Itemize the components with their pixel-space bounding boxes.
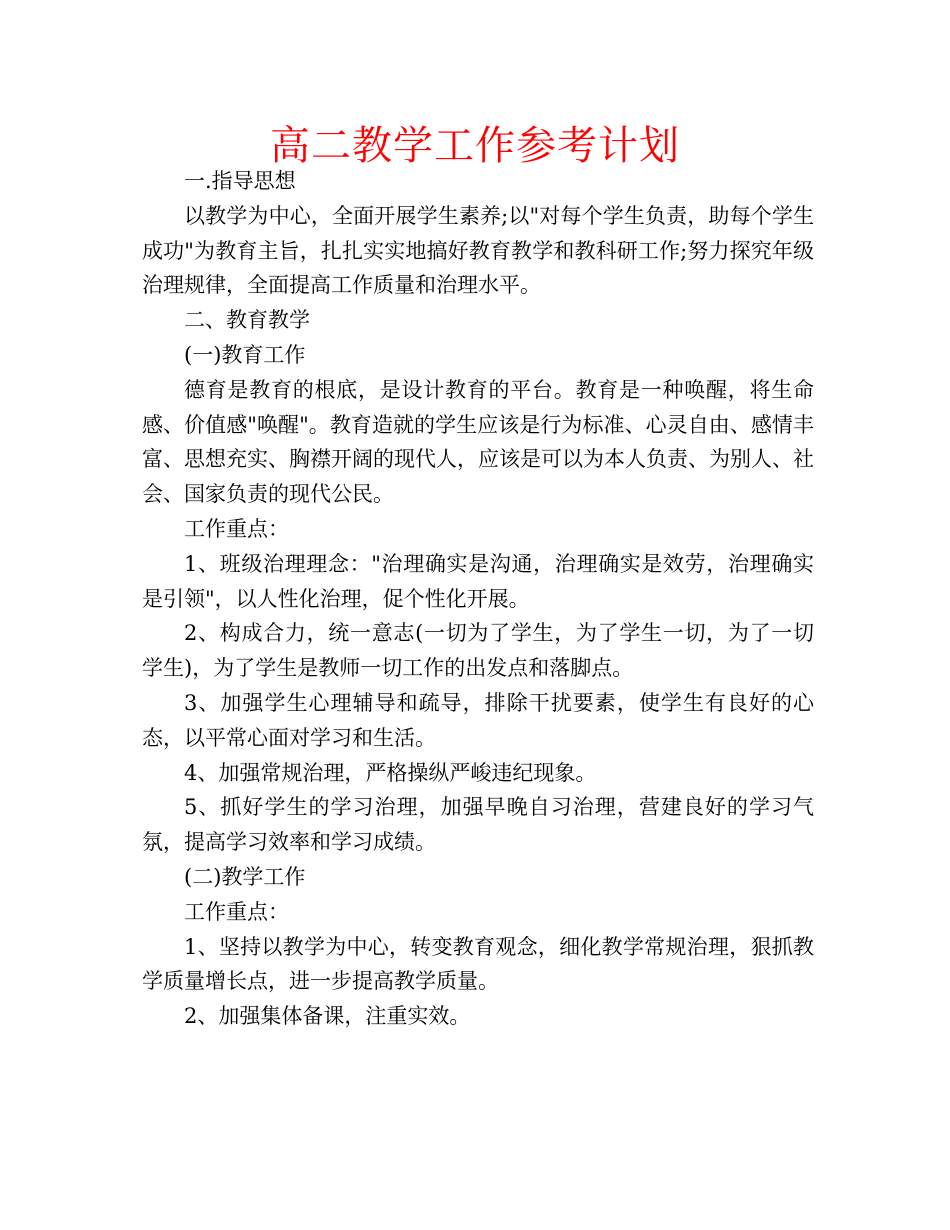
teaching-list-item-2: 2、加强集体备课，注重实效。: [184, 1004, 471, 1029]
list-item-3: 3、加强学生心理辅导和疏导，排除干扰要素，使学生有良好的心态，以平常心面对学习和生活。: [142, 690, 814, 750]
document-body: [142, 164, 814, 1034]
list-item-5: 5、抓好学生的学习治理，加强早晚自习治理，营建良好的学习气氛，提高学习效率和学习成绩。: [142, 795, 814, 855]
paragraph-moral-education: 德育是教育的根底，是设计教育的平台。教育是一种唤醒，将生命感、价值感"唤醒"。教育造就的学生应该是行为标准、心灵自由、感情丰富、思想充实、胸襟开阔的现代人，应该是可以为本人负责、为别人、社会、国家负责的现代公民。: [142, 377, 814, 507]
label-work-focus: 工作重点：: [184, 516, 289, 541]
list-item-1: 1、班级治理理念："治理确实是沟通，治理确实是效劳，治理确实是引领"，以人性化治理，促个性化开展。: [142, 551, 814, 611]
subsection-heading-teaching-work: (二)教学工作: [184, 864, 306, 889]
list-item-2: 2、构成合力，统一意志(一切为了学生，为了学生一切，为了一切学生)，为了学生是教师一切工作的出发点和落脚点。: [142, 621, 814, 681]
subsection-heading-education-work: (一)教育工作: [184, 342, 306, 367]
label-work-focus-2: 工作重点：: [184, 899, 289, 924]
teaching-list-item-1: 1、坚持以教学为中心，转变教育观念，细化教学常规治理，狠抓教学质量增长点，进一步提高教学质量。: [142, 934, 814, 994]
section-heading-guiding-ideology: 一.指导思想: [184, 169, 296, 193]
section-heading-education-teaching: 二、教育教学: [184, 308, 310, 333]
list-item-4: 4、加强常规治理，严格操纵严峻违纪现象。: [184, 760, 597, 785]
paragraph-guiding-ideology: 以教学为中心，全面开展学生素养;以"对每个学生负责，助每个学生成功"为教育主旨，扎扎实实地搞好教育教学和教科研工作;努力探究年级治理规律，全面提高工作质量和治理水平。: [142, 203, 814, 298]
document-title: 高二教学工作参考计划: [270, 123, 680, 169]
